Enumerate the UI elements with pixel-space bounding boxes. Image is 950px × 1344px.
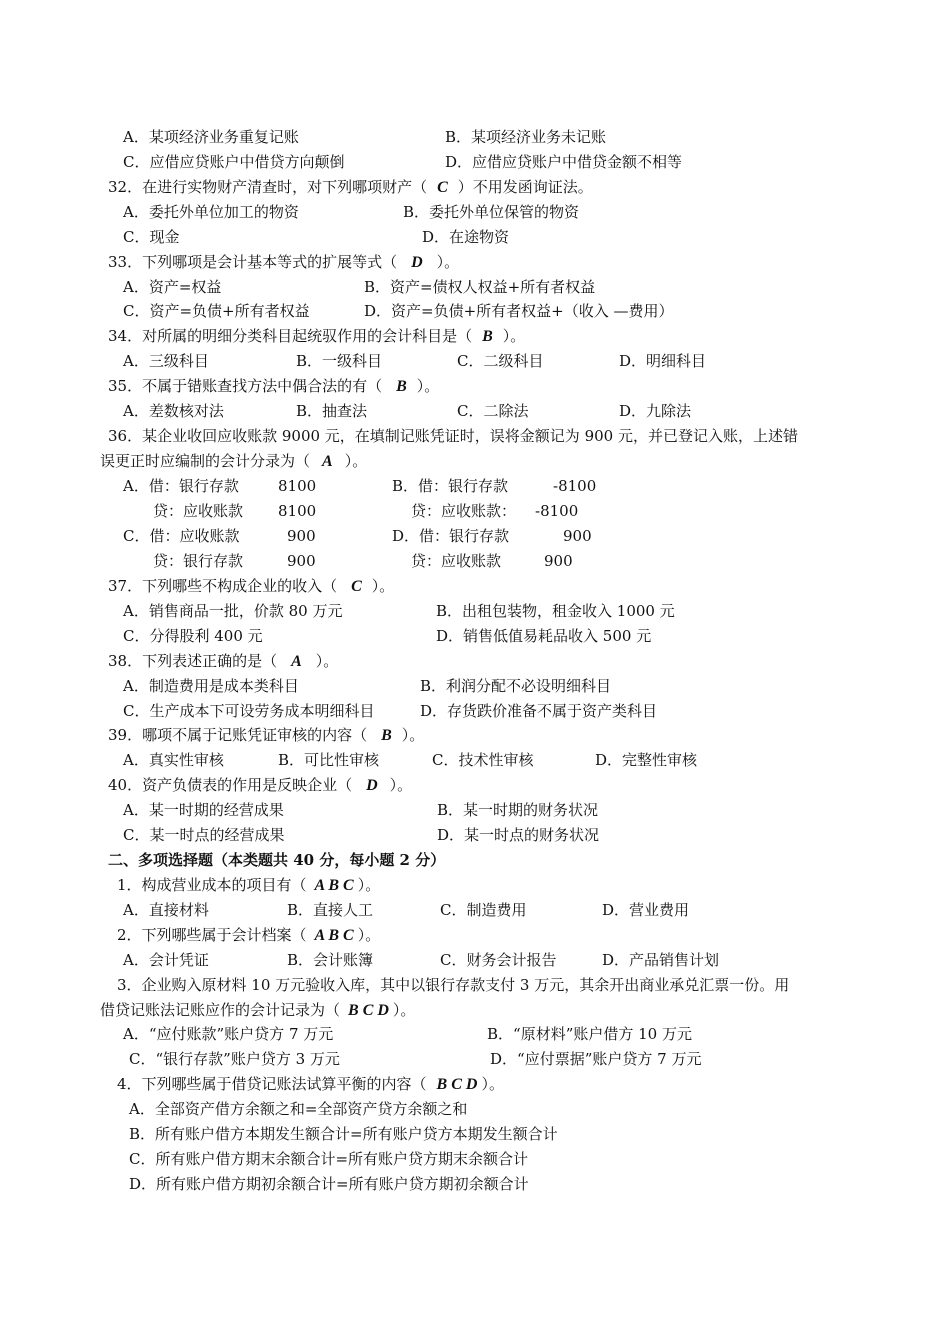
q36-answer: A [322, 453, 333, 470]
q36-option-b-credit-amount: -8100 [535, 502, 579, 520]
q33-text: 33．下列哪项是会计基本等式的扩展等式（ [108, 253, 398, 271]
m4-option-b: B．所有账户借方本期发生额合计=所有账户贷方本期发生额合计 [129, 1125, 558, 1143]
q36-option-a-credit-amount: 8100 [278, 502, 317, 520]
q36-option-a-debit-amount: 8100 [278, 477, 317, 495]
q38-option-d: D．存货跌价准备不属于资产类科目 [420, 702, 658, 720]
q39-option-a: A．真实性审核 [123, 751, 224, 769]
q35-question [108, 376, 439, 397]
q36-option-b-debit-amount: -8100 [553, 477, 597, 495]
q34-option-d: D．明细科目 [619, 352, 707, 370]
m3-option-b: B．“原材料”账户借方 10 万元 [487, 1025, 692, 1043]
q36-option-c-credit: 贷：银行存款 [153, 552, 244, 570]
q36-option-a-credit: 贷：应收账款 [153, 502, 244, 520]
q34-option-a: A．三级科目 [123, 352, 209, 370]
q36-text-end: ）。 [344, 452, 368, 470]
q35-option-d: D．九除法 [619, 402, 692, 420]
q34-option-c: C．二级科目 [457, 352, 544, 370]
q33-option-b: B．资产=债权人权益+所有者权益 [364, 278, 596, 296]
q38-text-end: ）。 [315, 652, 339, 670]
q38-option-c: C．生产成本下可设劳务成本明细科目 [123, 702, 375, 720]
m2-option-b: B．会计账簿 [287, 951, 374, 969]
m3-question-line2 [100, 1000, 415, 1021]
m4-question [117, 1074, 504, 1095]
m1-option-a: A．直接材料 [123, 901, 209, 919]
m4-answer: B C D [436, 1076, 478, 1093]
q33-question [108, 252, 459, 273]
q39-answer: B [381, 727, 392, 744]
q34-option-b: B．一级科目 [296, 352, 383, 370]
q36-option-b-credit: 贷：应收账款： [411, 502, 517, 520]
q36-option-d-debit-amount: 900 [563, 527, 592, 545]
m3-text: 借贷记账法记账应作的会计记录为（ [100, 1001, 341, 1019]
q32-option-b: B．委托外单位保管的物资 [403, 203, 580, 221]
m2-text: 2．下列哪些属于会计档案（ [117, 926, 307, 944]
q37-option-b: B．出租包装物，租金收入 1000 元 [436, 602, 675, 620]
q36-question-line2 [100, 451, 367, 472]
q33-answer: D [411, 254, 423, 271]
q36-question-line1: 36．某企业收回应收账款 9000 元，在填制记账凭证时，误将金额记为 900 元，并已登记入账，上述错 [108, 427, 798, 445]
q40-text-end: ）。 [389, 776, 413, 794]
q34-text-end: ）。 [502, 327, 526, 345]
m3-answer: B C D [348, 1002, 389, 1019]
q36-option-d-credit-amount: 900 [544, 552, 573, 570]
q40-option-a: A．某一时期的经营成果 [123, 801, 284, 819]
q31-option-c: C．应借应贷账户中借贷方向颠倒 [123, 153, 345, 171]
q36-option-a-debit: A．借：银行存款 [123, 477, 239, 495]
q38-question [108, 651, 338, 672]
q40-option-d: D．某一时点的财务状况 [437, 826, 600, 844]
q37-text: 37．下列哪些不构成企业的收入（ [108, 577, 338, 595]
q37-option-a: A．销售商品一批，价款 80 万元 [123, 602, 343, 620]
m1-option-d: D．营业费用 [602, 901, 690, 919]
m3-text-end: ）。 [392, 1001, 416, 1019]
q31-option-b: B．某项经济业务未记账 [445, 128, 607, 146]
q37-question [108, 576, 394, 597]
m4-option-c: C．所有账户借方期末余额合计=所有账户贷方期末余额合计 [129, 1150, 529, 1168]
q40-answer: D [366, 777, 378, 794]
q32-option-c: C．现金 [123, 228, 180, 246]
q36-option-d-debit: D．借：银行存款 [392, 527, 510, 545]
q36-text: 误更正时应编制的会计分录为（ [100, 452, 311, 470]
q40-question [108, 775, 412, 796]
q40-option-c: C．某一时点的经营成果 [123, 826, 285, 844]
q35-text: 35．不属于错账查找方法中偶合法的有（ [108, 377, 383, 395]
m2-answer: A B C [314, 927, 354, 944]
q39-text: 39．哪项不属于记账凭证审核的内容（ [108, 726, 368, 744]
q34-answer: B [482, 328, 493, 345]
q33-option-c: C．资产=负债+所有者权益 [123, 302, 310, 320]
q32-text: 32．在进行实物财产清查时，对下列哪项财产（ [108, 178, 428, 196]
q35-answer: B [396, 378, 407, 395]
q32-option-a: A．委托外单位加工的物资 [123, 203, 299, 221]
m3-option-c: C．“银行存款”账户贷方 3 万元 [129, 1050, 340, 1068]
m3-option-d: D．“应付票据”账户贷方 7 万元 [490, 1050, 702, 1068]
m2-text-end: ）。 [357, 926, 381, 944]
q36-option-d-credit: 贷：应收账款 [411, 552, 502, 570]
q38-option-a: A．制造费用是成本类科目 [123, 677, 299, 695]
m1-option-b: B．直接人工 [287, 901, 374, 919]
q38-answer: A [291, 653, 302, 670]
q40-text: 40．资产负债表的作用是反映企业（ [108, 776, 353, 794]
q32-question [108, 177, 593, 198]
q32-text-end: ）不用发函询证法。 [457, 178, 593, 196]
q33-text-end: ）。 [436, 253, 460, 271]
m1-text-end: ）。 [357, 876, 381, 894]
q31-option-d: D．应借应贷账户中借贷金额不相等 [445, 153, 683, 171]
q33-option-d: D．资产=负债+所有者权益+（收入 —费用） [364, 302, 674, 320]
q35-option-a: A．差数核对法 [123, 402, 224, 420]
q39-option-c: C．技术性审核 [432, 751, 534, 769]
q33-option-a: A．资产=权益 [123, 278, 222, 296]
q39-option-d: D．完整性审核 [595, 751, 698, 769]
section-title: 二、多项选择题（本类题共 40 分，每小题 2 分） [108, 851, 446, 869]
m2-option-c: C．财务会计报告 [440, 951, 557, 969]
m1-answer: A B C [314, 877, 354, 894]
q32-option-d: D．在途物资 [422, 228, 510, 246]
m2-option-a: A．会计凭证 [123, 951, 209, 969]
m4-option-a: A．全部资产借方余额之和=全部资产贷方余额之和 [129, 1100, 468, 1118]
q36-option-b-debit: B．借：银行存款 [392, 477, 509, 495]
q37-option-d: D．销售低值易耗品收入 500 元 [436, 627, 652, 645]
q32-answer: C [437, 179, 448, 196]
q36-option-c-debit: C．借：应收账款 [123, 527, 240, 545]
q36-option-c-debit-amount: 900 [287, 527, 316, 545]
m3-option-a: A．“应付账款”账户贷方 7 万元 [123, 1025, 334, 1043]
q40-option-b: B．某一时期的财务状况 [437, 801, 599, 819]
q37-text-end: ）。 [371, 577, 395, 595]
m1-question [117, 875, 380, 896]
q34-question [108, 326, 525, 347]
m1-text: 1．构成营业成本的项目有（ [117, 876, 307, 894]
q39-text-end: ）。 [401, 726, 425, 744]
q38-option-b: B．利润分配不必设明细科目 [420, 677, 612, 695]
q39-option-b: B．可比性审核 [278, 751, 380, 769]
q31-option-a: A．某项经济业务重复记账 [123, 128, 299, 146]
m4-option-d: D．所有账户借方期初余额合计=所有账户贷方期初余额合计 [129, 1175, 529, 1193]
m4-text-end: ）。 [481, 1075, 504, 1093]
q37-answer: C [351, 578, 362, 595]
q35-option-b: B．抽查法 [296, 402, 368, 420]
q38-text: 38．下列表述正确的是（ [108, 652, 278, 670]
m2-option-d: D．产品销售计划 [602, 951, 720, 969]
m1-option-c: C．制造费用 [440, 901, 527, 919]
q39-question [108, 725, 424, 746]
q36-option-c-credit-amount: 900 [287, 552, 316, 570]
m2-question [117, 925, 380, 946]
q35-option-c: C．二除法 [457, 402, 529, 420]
m4-text: 4．下列哪些属于借贷记账法试算平衡的内容（ [117, 1075, 427, 1093]
q37-option-c: C．分得股利 400 元 [123, 627, 263, 645]
q35-text-end: ）。 [416, 377, 440, 395]
m3-question-line1: 3．企业购入原材料 10 万元验收入库，其中以银行存款支付 3 万元，其余开出商业承兑汇票一份。用 [117, 976, 790, 994]
q34-text: 34．对所属的明细分类科目起统驭作用的会计科目是（ [108, 327, 473, 345]
